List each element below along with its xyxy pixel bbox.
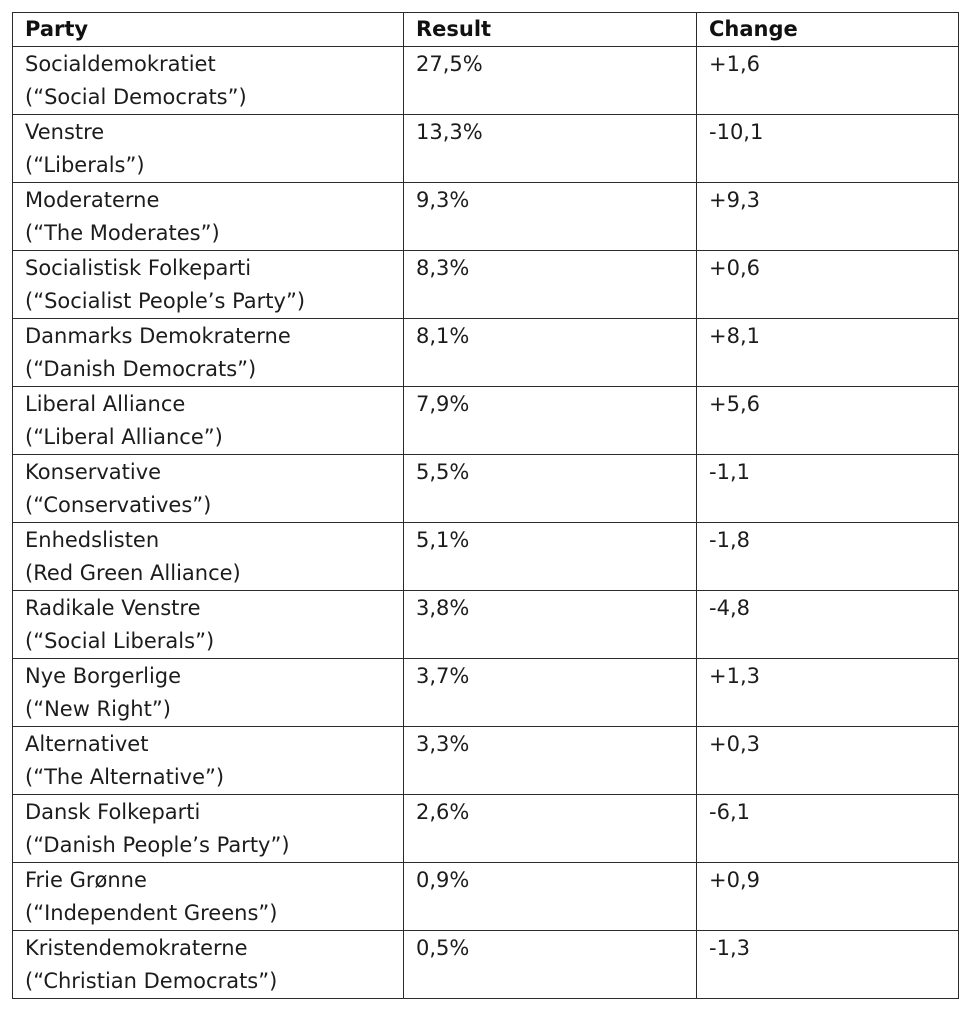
party-cell (13, 319, 404, 387)
party-translation: (“Independent Greens”) (25, 901, 278, 925)
party-cell (13, 931, 404, 999)
change-cell: -1,1 (697, 455, 959, 523)
party-cell (13, 183, 404, 251)
party-name: Moderaterne (25, 188, 160, 212)
header-party: Party (13, 13, 404, 47)
table-row (13, 795, 959, 863)
party-translation: (“Liberal Alliance”) (25, 425, 223, 449)
result-cell: 3,7% (404, 659, 697, 727)
table-row (13, 319, 959, 387)
party-name: Alternativet (25, 732, 149, 756)
party-cell (13, 795, 404, 863)
result-cell: 5,5% (404, 455, 697, 523)
party-translation: (“Danish Democrats”) (25, 357, 257, 381)
change-cell: -6,1 (697, 795, 959, 863)
party-cell (13, 727, 404, 795)
table-row (13, 47, 959, 115)
change-cell: +9,3 (697, 183, 959, 251)
party-translation: (“Danish People’s Party”) (25, 833, 290, 857)
party-translation: (“The Moderates”) (25, 221, 220, 245)
party-name: Dansk Folkeparti (25, 800, 201, 824)
result-cell: 0,5% (404, 931, 697, 999)
result-cell: 27,5% (404, 47, 697, 115)
change-cell: -4,8 (697, 591, 959, 659)
table-row (13, 387, 959, 455)
result-cell: 2,6% (404, 795, 697, 863)
result-cell: 7,9% (404, 387, 697, 455)
party-cell (13, 659, 404, 727)
party-name: Nye Borgerlige (25, 664, 182, 688)
change-cell: -1,8 (697, 523, 959, 591)
party-translation: (“The Alternative”) (25, 765, 225, 789)
result-cell: 0,9% (404, 863, 697, 931)
party-cell (13, 523, 404, 591)
party-cell (13, 387, 404, 455)
table-row (13, 183, 959, 251)
change-cell: +0,6 (697, 251, 959, 319)
result-cell: 13,3% (404, 115, 697, 183)
party-translation: (“Socialist People’s Party”) (25, 289, 306, 313)
table-row (13, 727, 959, 795)
party-cell (13, 115, 404, 183)
party-name: Konservative (25, 460, 162, 484)
party-name: Danmarks Demokraterne (25, 324, 291, 348)
table-row (13, 931, 959, 999)
party-translation: (“Liberals”) (25, 153, 145, 177)
table-row (13, 863, 959, 931)
party-name: Frie Grønne (25, 868, 147, 892)
party-name: Enhedslisten (25, 528, 160, 552)
party-translation: (“Social Liberals”) (25, 629, 215, 653)
change-cell: +8,1 (697, 319, 959, 387)
table-body (13, 47, 959, 999)
result-cell: 9,3% (404, 183, 697, 251)
change-cell: +5,6 (697, 387, 959, 455)
table-row (13, 659, 959, 727)
party-cell (13, 251, 404, 319)
table-row (13, 523, 959, 591)
header-result: Result (404, 13, 697, 47)
party-cell (13, 47, 404, 115)
header-change: Change (697, 13, 959, 47)
party-name: Venstre (25, 120, 105, 144)
party-cell (13, 863, 404, 931)
table-row (13, 251, 959, 319)
party-name: Radikale Venstre (25, 596, 201, 620)
party-translation: (“Social Democrats”) (25, 85, 247, 109)
change-cell: +1,3 (697, 659, 959, 727)
table-row (13, 591, 959, 659)
result-cell: 3,8% (404, 591, 697, 659)
party-cell (13, 591, 404, 659)
party-translation: (“Conservatives”) (25, 493, 212, 517)
change-cell: -1,3 (697, 931, 959, 999)
election-results-table (12, 12, 959, 999)
change-cell: +0,3 (697, 727, 959, 795)
result-cell: 3,3% (404, 727, 697, 795)
table-row (13, 115, 959, 183)
table-header (13, 13, 959, 47)
party-name: Liberal Alliance (25, 392, 186, 416)
result-cell: 5,1% (404, 523, 697, 591)
party-translation: (Red Green Alliance) (25, 561, 241, 585)
party-translation: (“New Right”) (25, 697, 171, 721)
result-cell: 8,3% (404, 251, 697, 319)
party-name: Kristendemokraterne (25, 936, 248, 960)
header-row (13, 13, 959, 47)
change-cell: +0,9 (697, 863, 959, 931)
table-row (13, 455, 959, 523)
party-name: Socialdemokratiet (25, 52, 216, 76)
change-cell: +1,6 (697, 47, 959, 115)
change-cell: -10,1 (697, 115, 959, 183)
result-cell: 8,1% (404, 319, 697, 387)
party-cell (13, 455, 404, 523)
party-translation: (“Christian Democrats”) (25, 969, 278, 993)
party-name: Socialistisk Folkeparti (25, 256, 252, 280)
